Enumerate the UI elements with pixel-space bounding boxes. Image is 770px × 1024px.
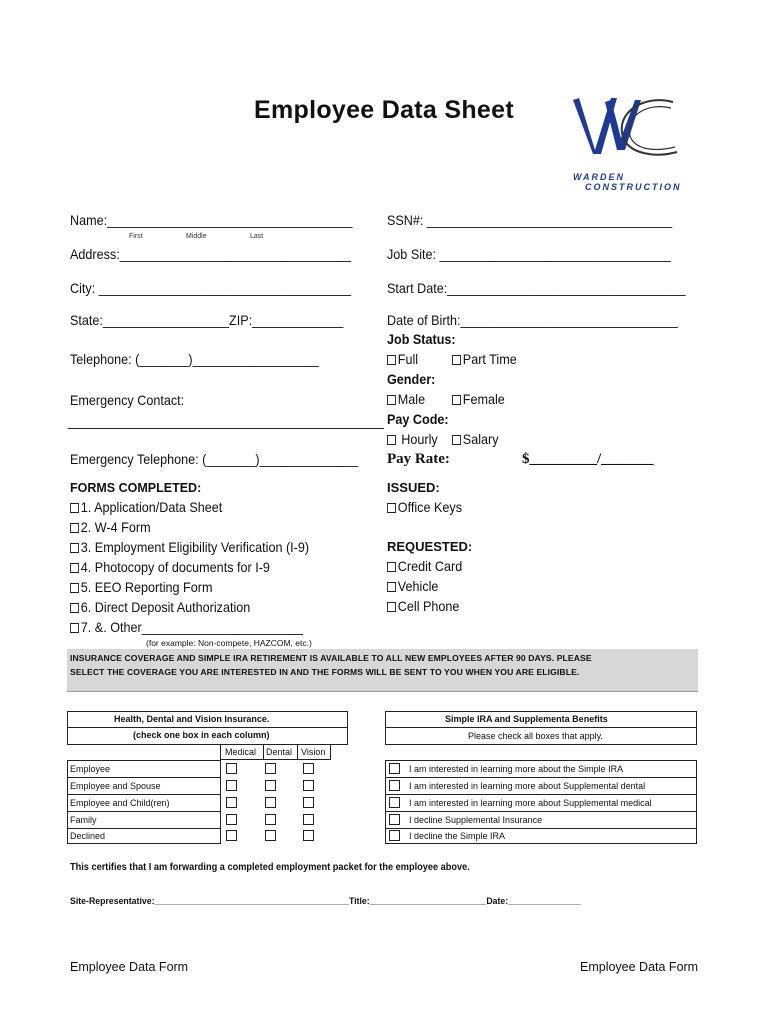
medical-checkbox[interactable] [226, 780, 237, 791]
city-field[interactable]: City: ____________________________________ [70, 280, 351, 296]
state-zip-field[interactable]: State:__________________ZIP:_____________ [70, 312, 344, 328]
checkbox-icon[interactable] [70, 503, 79, 513]
vision-checkbox[interactable] [303, 797, 314, 808]
ira-row-label: I am interested in learning more about Supplemental medical [409, 798, 652, 808]
vision-checkbox[interactable] [303, 814, 314, 825]
emergency-contact-line[interactable] [68, 428, 384, 429]
checkbox-icon[interactable] [70, 523, 79, 533]
form-item-1[interactable]: 1. Application/Data Sheet [70, 499, 222, 515]
checkbox-icon[interactable] [452, 395, 461, 405]
requested-heading: REQUESTED: [387, 539, 473, 554]
insurance-notice-line-2: SELECT THE COVERAGE YOU ARE INTERESTED IN AND THE FORMS WILL BE SENT TO YOU WHEN YOU ARE ELIGIBLE. [70, 667, 580, 677]
dental-checkbox[interactable] [265, 830, 276, 841]
footer-right: Employee Data Form [580, 960, 699, 974]
insurance-notice-box [67, 649, 698, 692]
signature-line[interactable]: Site-Representative:________________________________________Title:________________________Date:_______________ [70, 896, 582, 907]
checkbox-icon[interactable] [70, 603, 79, 613]
health-table-subtitle: (check one box in each column) [133, 730, 270, 740]
health-col-medical: Medical [225, 747, 257, 757]
ira-checkbox[interactable] [389, 780, 400, 791]
wc-logo-icon [565, 92, 685, 172]
health-row-label: Declined [70, 831, 106, 841]
ira-checkbox[interactable] [389, 830, 400, 841]
form-item-5[interactable]: 5. EEO Reporting Form [70, 579, 212, 595]
dob-field[interactable]: Date of Birth:_______________________________ [387, 312, 678, 328]
name-middle-label: Middle [186, 233, 207, 240]
address-field[interactable]: Address:_________________________________ [70, 246, 351, 262]
health-col-dental: Dental [266, 747, 293, 757]
medical-checkbox[interactable] [226, 830, 237, 841]
ira-checkbox[interactable] [389, 814, 400, 825]
name-field[interactable]: Name:___________________________________ [70, 212, 353, 228]
job-site-field[interactable]: Job Site: _________________________________ [387, 246, 671, 262]
name-last-label: Last [250, 233, 264, 240]
ira-checkbox[interactable] [389, 763, 400, 774]
form-item-7[interactable]: 7. &. Other_______________________ [70, 619, 303, 635]
dental-checkbox[interactable] [265, 814, 276, 825]
vision-checkbox[interactable] [303, 780, 314, 791]
pay-code-label: Pay Code: [387, 411, 449, 427]
checkbox-icon[interactable] [70, 543, 79, 553]
certification-text: This certifies that I am forwarding a completed employment packet for the employee above. [70, 862, 470, 873]
pay-salary-option[interactable]: Salary [452, 431, 499, 447]
forms-heading: FORMS COMPLETED: [70, 481, 202, 495]
forms-example-note: (for example: Non-compete, HAZCOM, etc.) [146, 638, 312, 648]
gender-male-option[interactable]: Male [387, 391, 425, 407]
ira-row-label: I am interested in learning more about the Simple IRA [409, 764, 624, 774]
telephone-field[interactable]: Telephone: (_______)__________________ [70, 351, 319, 367]
dental-checkbox[interactable] [265, 780, 276, 791]
form-item-2[interactable]: 2. W-4 Form [70, 519, 151, 535]
health-row-label: Employee [70, 764, 111, 774]
start-date-field[interactable]: Start Date:__________________________________ [387, 280, 686, 296]
health-row-label: Family [70, 815, 97, 825]
name-first-label: First [129, 233, 143, 240]
health-row-label: Employee and Spouse [70, 781, 161, 791]
ira-row-label: I am interested in learning more about Supplemental dental [409, 781, 646, 791]
checkbox-icon[interactable] [387, 435, 396, 445]
checkbox-icon[interactable] [452, 355, 461, 365]
vision-checkbox[interactable] [303, 830, 314, 841]
checkbox-icon[interactable] [387, 503, 396, 513]
checkbox-icon[interactable] [452, 435, 461, 445]
emergency-telephone-field[interactable]: Emergency Telephone: (_______)______________ [70, 451, 358, 467]
ira-row-label: I decline the Simple IRA [409, 831, 506, 841]
ira-table-title: Simple IRA and Supplementa Benefits [445, 714, 608, 724]
health-col-vision: Vision [301, 747, 326, 757]
checkbox-icon[interactable] [70, 583, 79, 593]
gender-label: Gender: [387, 371, 436, 387]
checkbox-icon[interactable] [387, 562, 396, 572]
checkbox-icon[interactable] [387, 355, 396, 365]
health-table-title: Health, Dental and Vision Insurance. [114, 714, 270, 724]
emergency-contact-label: Emergency Contact: [70, 392, 185, 408]
insurance-notice-line-1: INSURANCE COVERAGE AND SIMPLE IRA RETIREMENT IS AVAILABLE TO ALL NEW EMPLOYEES AFTER 90 DAYS. PLEASE [70, 653, 592, 663]
logo-line-1: WARDEN [573, 172, 625, 182]
checkbox-icon[interactable] [387, 582, 396, 592]
job-status-part-option[interactable]: Part Time [452, 351, 517, 367]
requested-cell-phone[interactable]: Cell Phone [387, 598, 459, 614]
ira-row-label: I decline Supplemental Insurance [409, 815, 543, 825]
checkbox-icon[interactable] [387, 602, 396, 612]
footer-left: Employee Data Form [70, 960, 189, 974]
ssn-field[interactable]: SSN#: ___________________________________ [387, 212, 673, 228]
dental-checkbox[interactable] [265, 797, 276, 808]
health-row-label: Employee and Child(ren) [70, 798, 170, 808]
form-item-3[interactable]: 3. Employment Eligibility Verification (I-9) [70, 539, 309, 555]
issued-office-keys[interactable]: Office Keys [387, 499, 462, 515]
medical-checkbox[interactable] [226, 763, 237, 774]
page-title: Employee Data Sheet [254, 96, 514, 124]
checkbox-icon[interactable] [70, 563, 79, 573]
pay-hourly-option[interactable]: Hourly [387, 431, 438, 447]
ira-checkbox[interactable] [389, 797, 400, 808]
medical-checkbox[interactable] [226, 797, 237, 808]
requested-credit-card[interactable]: Credit Card [387, 558, 462, 574]
pay-rate-label: Pay Rate: [387, 451, 450, 467]
form-item-6[interactable]: 6. Direct Deposit Authorization [70, 599, 250, 615]
job-status-label: Job Status: [387, 331, 456, 347]
issued-heading: ISSUED: [387, 480, 440, 495]
dental-checkbox[interactable] [265, 763, 276, 774]
checkbox-icon[interactable] [70, 623, 79, 633]
job-status-full-option[interactable]: Full [387, 351, 418, 367]
pay-rate-field[interactable]: $_________/_______ [522, 451, 654, 467]
vision-checkbox[interactable] [303, 763, 314, 774]
medical-checkbox[interactable] [226, 814, 237, 825]
form-item-4[interactable]: 4. Photocopy of documents for I-9 [70, 559, 270, 575]
logo-line-2: CONSTRUCTION [585, 182, 682, 192]
warden-logo [565, 92, 685, 192]
ira-table-subtitle: Please check all boxes that apply. [468, 731, 603, 741]
checkbox-icon[interactable] [387, 395, 396, 405]
requested-vehicle[interactable]: Vehicle [387, 578, 438, 594]
gender-female-option[interactable]: Female [452, 391, 505, 407]
